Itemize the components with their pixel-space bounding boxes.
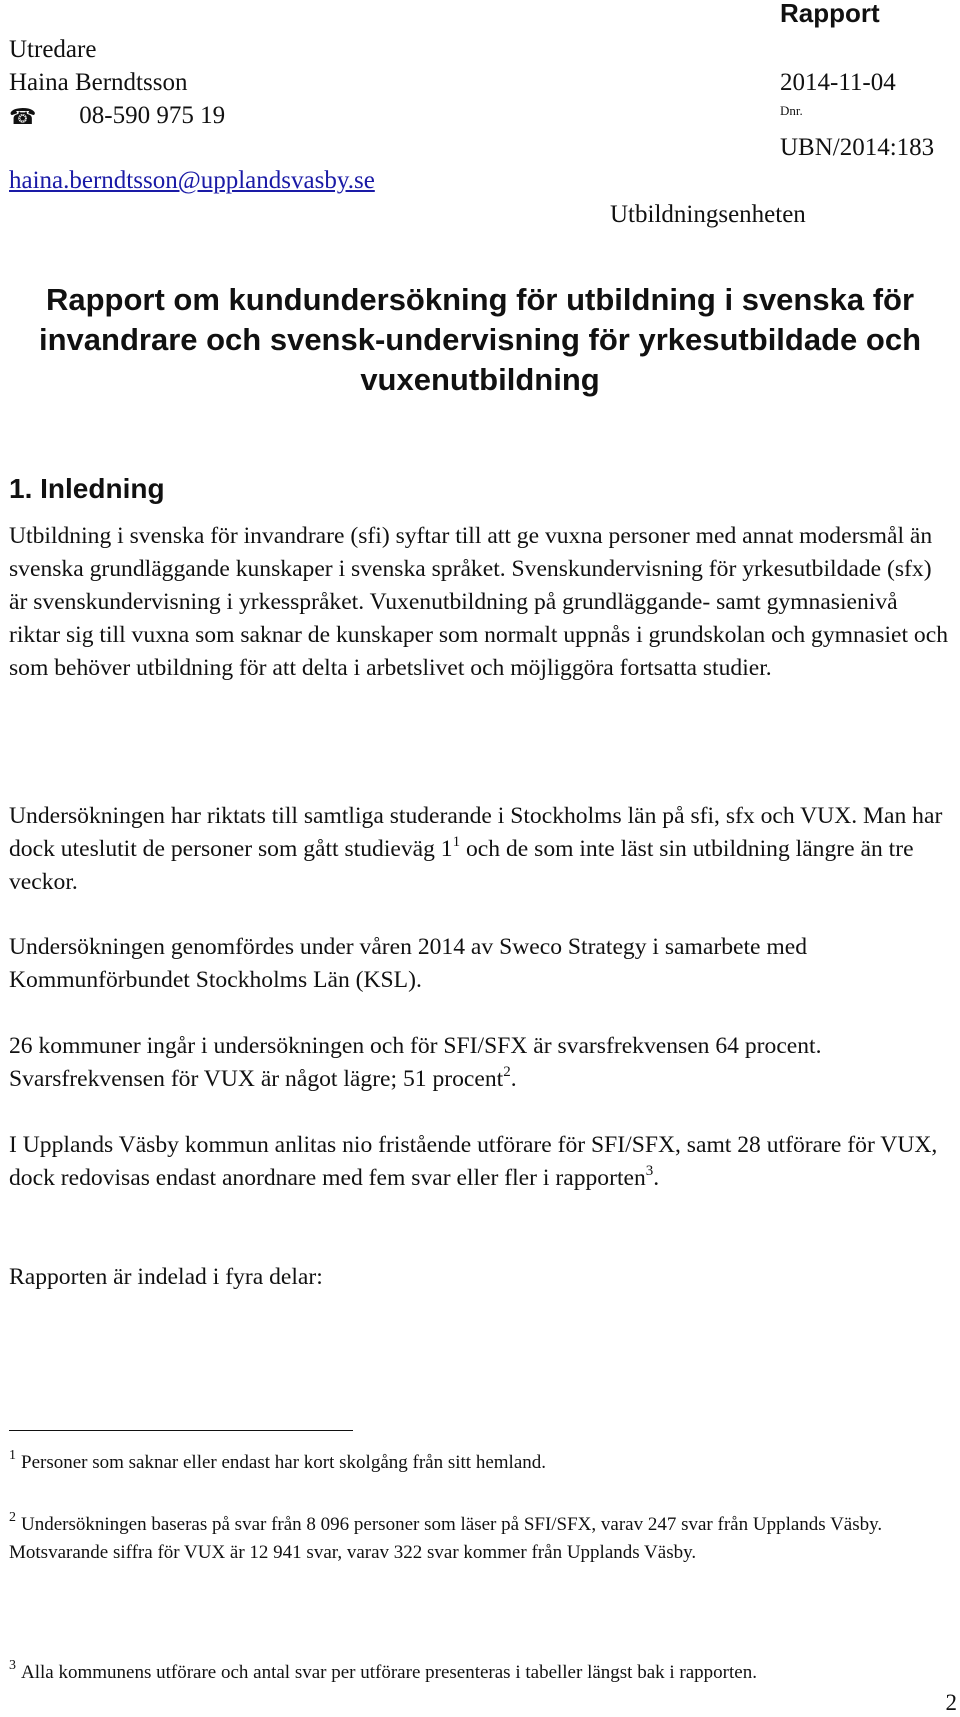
- footnote-ref[interactable]: 2: [503, 1064, 511, 1080]
- footnote-number: 2: [9, 1510, 16, 1525]
- footnote-ref[interactable]: 1: [452, 834, 461, 850]
- dnr-label: Dnr.: [780, 103, 803, 118]
- email-link[interactable]: haina.berndtsson@upplandsvasby.se: [9, 167, 375, 194]
- phone-number: 08-590 975 19: [79, 102, 226, 129]
- page-title: Rapport om kundundersökning för utbildning i svenska för invandrare och svensk-undervisning för yrkesutbildade och vuxenutbildning: [38, 282, 922, 397]
- paragraph-intro: Utbildning i svenska för invandrare (sfi) syftar till att ge vuxna personer med annat modersmål än svenska grundläggande kunskaper i svenska språket. Svenskundervisning för yrkesutbildade (sfx) är svenskundervisning i yrkesspråket. Vuxenutbildning på grundläggande- samt gymnasienivå riktar sig till vuxna som saknar de kunskaper som normalt uppnås i grundskolan och gymnasiet och som behöver utbildning för att delta i arbetslivet och möjliggöra fortsatta studier.: [9, 523, 948, 681]
- paragraph-text: och de som inte läst sin utbildning längre än tre veckor.: [9, 836, 914, 895]
- footnote-3: [9, 1659, 954, 1687]
- footnote-divider: [9, 1430, 353, 1431]
- footnote-text: Alla kommunens utförare och antal svar per utförare presenteras i tabeller längst bak i rapporten.: [21, 1662, 757, 1683]
- dnr-number: UBN/2014:183: [780, 134, 935, 161]
- document-type: Rapport: [780, 0, 880, 28]
- footnote-text: Personer som saknar eller endast har kort skolgång från sitt hemland.: [21, 1452, 546, 1473]
- role-label: Utredare: [9, 36, 97, 63]
- paragraph-text: 26 kommuner ingår i undersökningen och för SFI/SFX är svarsfrekvensen 64 procent. Svarsfrekvensen för VUX är något lägre; 51 procent: [9, 1033, 822, 1092]
- paragraph-providers: [9, 1129, 954, 1195]
- author-name: Haina Berndtsson: [9, 69, 188, 96]
- paragraph-text: .: [510, 1066, 517, 1092]
- paragraph-text: I Upplands Väsby kommun anlitas nio fristående utförare för SFI/SFX, samt 28 utförare för VUX, dock redovisas endast anordnare med fem svar eller fler i rapporten: [9, 1132, 938, 1191]
- footnote-1: [9, 1449, 954, 1477]
- phone-icon: ☎: [9, 104, 37, 129]
- footnote-2: [9, 1511, 954, 1567]
- paragraph-structure: Rapporten är indelad i fyra delar:: [9, 1264, 323, 1290]
- section-heading: 1. Inledning: [9, 473, 165, 504]
- footnote-text: Undersökningen baseras på svar från 8 096 personer som läser på SFI/SFX, varav 247 svar från Upplands Väsby. Motsvarande siffra för VUX är 12 941 svar, varav 322 svar kommer från Upplands Väsby.: [9, 1514, 883, 1563]
- paragraph-response-rate: [9, 1030, 954, 1096]
- paragraph-conducted: Undersökningen genomfördes under våren 2014 av Sweco Strategy i samarbete med Kommunförbundet Stockholms Län (KSL).: [9, 934, 808, 993]
- paragraph-scope: [9, 800, 954, 899]
- unit-name: Utbildningsenheten: [610, 201, 806, 228]
- paragraph-text: Undersökningen har riktats till samtliga studerande i Stockholms län på sfi, sfx och VUX. Man har dock uteslutit de personer som gått studieväg 1: [9, 803, 943, 862]
- report-date: 2014-11-04: [780, 69, 896, 96]
- footnote-ref[interactable]: 3: [645, 1163, 654, 1179]
- phone-line: [9, 101, 225, 132]
- page-number: 2: [945, 1690, 957, 1715]
- footnote-number: 1: [9, 1448, 16, 1463]
- footnote-number: 3: [9, 1658, 16, 1673]
- paragraph-text: .: [653, 1165, 660, 1191]
